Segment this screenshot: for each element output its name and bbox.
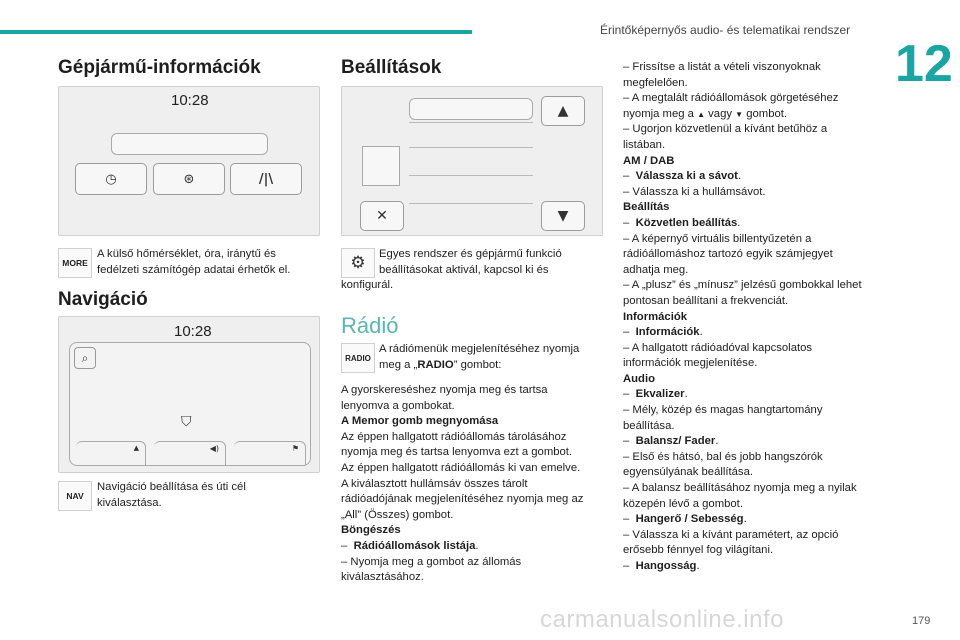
memory-line: A kiválasztott hullámsáv összes tárolt	[341, 477, 528, 490]
speaker-icon: ◀)	[209, 444, 219, 453]
setting-bold: Közvetlen beállítás	[635, 216, 738, 229]
volume-line: erősebb fénnyel fog világítani.	[623, 544, 774, 557]
setting-heading: Beállítás	[623, 201, 670, 214]
volume-bold: Hangerő / Sebesség	[635, 513, 744, 526]
setting-line: – A képernyő virtuális billentyűzetén a	[623, 232, 812, 245]
balance-bold: Balansz/ Fader	[635, 435, 716, 448]
settings-heading: Beállítások	[341, 57, 442, 78]
list-divider	[409, 175, 533, 176]
balance-dash-line: – Balansz/ Fader.	[623, 435, 719, 448]
scroll-up-button[interactable]	[541, 96, 585, 126]
scroll-post: gombot.	[743, 107, 788, 120]
right-line: megfelelően.	[623, 76, 688, 89]
radio-intro-line	[379, 358, 604, 374]
vehicle-info-clock: 10:28	[171, 92, 209, 109]
browse-heading: Böngészés	[341, 524, 401, 537]
destination-tab[interactable]	[234, 441, 306, 465]
audio-tab[interactable]	[154, 441, 226, 465]
settings-screen	[341, 86, 603, 236]
gear-icon: ⚙	[350, 252, 366, 273]
eq-dash-line: – Ekvalizer.	[623, 388, 688, 401]
navigation-clock: 10:28	[174, 323, 212, 340]
radio-badge: RADIO	[341, 343, 375, 373]
navigation-heading: Navigáció	[58, 289, 148, 310]
inline-down-triangle-icon: ▼	[735, 109, 744, 119]
down-triangle-icon: ▼	[557, 208, 569, 224]
scroll-instruction-line	[623, 107, 893, 123]
direction-tab[interactable]	[76, 441, 146, 465]
navigation-desc-line: kiválasztása.	[97, 496, 162, 509]
audio-heading: Audio	[623, 372, 655, 385]
arrow-up-icon: ▲	[133, 444, 139, 452]
memory-line: Az éppen hallgatott rádióállomás ki van emelve.	[341, 461, 581, 474]
scroll-mid: vagy	[705, 107, 736, 120]
navigation-desc-line: Navigáció beállítása és úti cél	[97, 481, 246, 493]
amdab-line: – Válassza ki a hullámsávot.	[623, 185, 766, 198]
setting-line: pontosan beállítani a frekvenciát.	[623, 294, 789, 307]
navigation-screen	[58, 316, 320, 473]
right-line: listában.	[623, 138, 666, 151]
vehicle-info-screen	[58, 86, 320, 236]
list-divider	[409, 147, 533, 148]
inline-up-triangle-icon: ▲	[697, 109, 706, 119]
road-icon: /|\	[258, 171, 274, 187]
search-icon: ⌕	[81, 351, 89, 365]
compass-button[interactable]	[153, 163, 225, 195]
vehicle-info-desc-line: fedélzeti számítógép adatai érhetők el.	[97, 263, 291, 276]
amdab-dash-line: – Válassza ki a sávot.	[623, 170, 742, 183]
setting-line: rádióállomáshoz tartozó egyik számjegyet	[623, 248, 833, 261]
vehicle-info-description	[97, 247, 322, 278]
amdab-bold: Válassza ki a sávot	[635, 170, 738, 183]
header-accent-rule	[0, 30, 472, 34]
info-bold: Információk	[635, 326, 700, 339]
balance-line: – Első és hátsó, bal és jobb hangszórók	[623, 450, 823, 463]
close-icon: ✕	[376, 208, 388, 224]
settings-title-bar	[409, 98, 533, 120]
vehicle-info-heading: Gépjármű-információk	[58, 57, 261, 78]
radio-intro-line: A rádiómenük megjelenítéséhez nyomja	[379, 343, 580, 355]
up-triangle-icon: ▲	[557, 103, 569, 119]
road-button[interactable]	[230, 163, 302, 195]
balance-line: – A balansz beállításához nyomja meg a nyilak	[623, 482, 857, 495]
close-button[interactable]	[360, 201, 404, 231]
navigation-description	[97, 480, 322, 511]
vehicle-info-desc-line: A külső hőmérséklet, óra, iránytű és	[97, 248, 276, 260]
clock-icon: ◷	[105, 171, 117, 187]
settings-desc-line: beállításokat aktivál, kapcsol ki és	[379, 263, 549, 276]
scroll-down-button[interactable]	[541, 201, 585, 231]
radio-intro-pre: meg a „	[379, 358, 418, 371]
info-line: információk megjelenítése.	[623, 357, 758, 370]
setting-dash-line: – Közvetlen beállítás.	[623, 216, 741, 229]
radio-intro	[379, 342, 604, 373]
watermark: carmanualsonline.info	[540, 606, 784, 633]
list-divider	[409, 203, 533, 204]
nav-badge: NAV	[58, 481, 92, 511]
browse-dash-line: – Rádióállomások listája.	[341, 539, 479, 552]
map-area	[69, 342, 311, 466]
memory-line: „All” (Összes) gombot.	[341, 508, 454, 521]
eq-line: – Mély, közép és magas hangtartomány	[623, 404, 823, 417]
volume-line: – Válassza ki a kívánt paramétert, az opció	[623, 528, 839, 541]
compass-icon: ⊛	[183, 171, 195, 187]
loudness-bold: Hangosság	[635, 560, 697, 572]
chapter-number: 12	[895, 35, 953, 93]
vehicle-position-icon: ⛉	[181, 414, 192, 430]
eq-line: beállítása.	[623, 419, 675, 432]
balance-line: egyensúlyának beállítása.	[623, 466, 754, 479]
right-line: – Ugorjon közvetlenül a kívánt betűhöz a	[623, 123, 828, 136]
balance-line: közepén lévő a gombot.	[623, 497, 743, 510]
more-badge: MORE	[58, 248, 92, 278]
radio-intro-post: ” gombot:	[453, 358, 502, 371]
page-number: 179	[912, 615, 931, 627]
browse-line: – Nyomja meg a gombot az állomás	[341, 555, 522, 568]
memory-line: Az éppen hallgatott rádióállomás tárolásához	[341, 430, 567, 443]
amdab-heading: AM / DAB	[623, 154, 675, 167]
radio-body	[341, 383, 603, 586]
memory-line: rádióadójának megjelenítéséhez nyomja meg az	[341, 493, 584, 506]
memory-heading: A Memor gomb megnyomása	[341, 415, 499, 428]
info-line: – A hallgatott rádióadóval kapcsolatos	[623, 341, 813, 354]
header-title: Érintőképernyős audio- és telematikai rendszer	[600, 23, 851, 37]
browse-line: kiválasztásához.	[341, 571, 424, 584]
setting-line: adhatja meg.	[623, 263, 689, 276]
settings-desc-line: konfigurál.	[341, 279, 394, 292]
loudness-dash-line: – Hangosság.	[623, 560, 700, 572]
radio-body-line: lenyomva a gombokat.	[341, 399, 455, 412]
settings-description	[341, 247, 603, 294]
radio-intro-bold: RADIO	[417, 358, 454, 371]
flag-icon: ⚑	[291, 444, 299, 453]
right-column-text	[623, 60, 893, 575]
right-line: – Frissítse a listát a vételi viszonyoknak	[623, 61, 821, 73]
memory-line: nyomja meg és tartsa lenyomva ezt a gombot.	[341, 446, 573, 459]
search-button[interactable]	[74, 347, 96, 369]
station-list-bold: Rádióállomások listája	[353, 539, 476, 552]
radio-heading: Rádió	[341, 313, 399, 338]
settings-thumbnail	[362, 146, 400, 186]
right-line: – A megtalált rádióállomások görgetéséhez	[623, 92, 839, 105]
scroll-pre: nyomja meg a	[623, 107, 698, 120]
info-bar	[111, 133, 268, 155]
clock-button[interactable]	[75, 163, 147, 195]
eq-bold: Ekvalizer	[635, 388, 685, 401]
info-dash-line: – Információk.	[623, 326, 703, 339]
info-heading: Információk	[623, 310, 688, 323]
settings-desc-line: Egyes rendszer és gépjármű funkció	[379, 248, 562, 260]
radio-body-line: A gyorskereséshez nyomja meg és tartsa	[341, 384, 548, 396]
setting-line: – A „plusz” és „mínusz” jelzésű gombokkal lehet	[623, 279, 862, 292]
volume-dash-line: – Hangerő / Sebesség.	[623, 513, 747, 526]
list-divider	[409, 122, 533, 124]
